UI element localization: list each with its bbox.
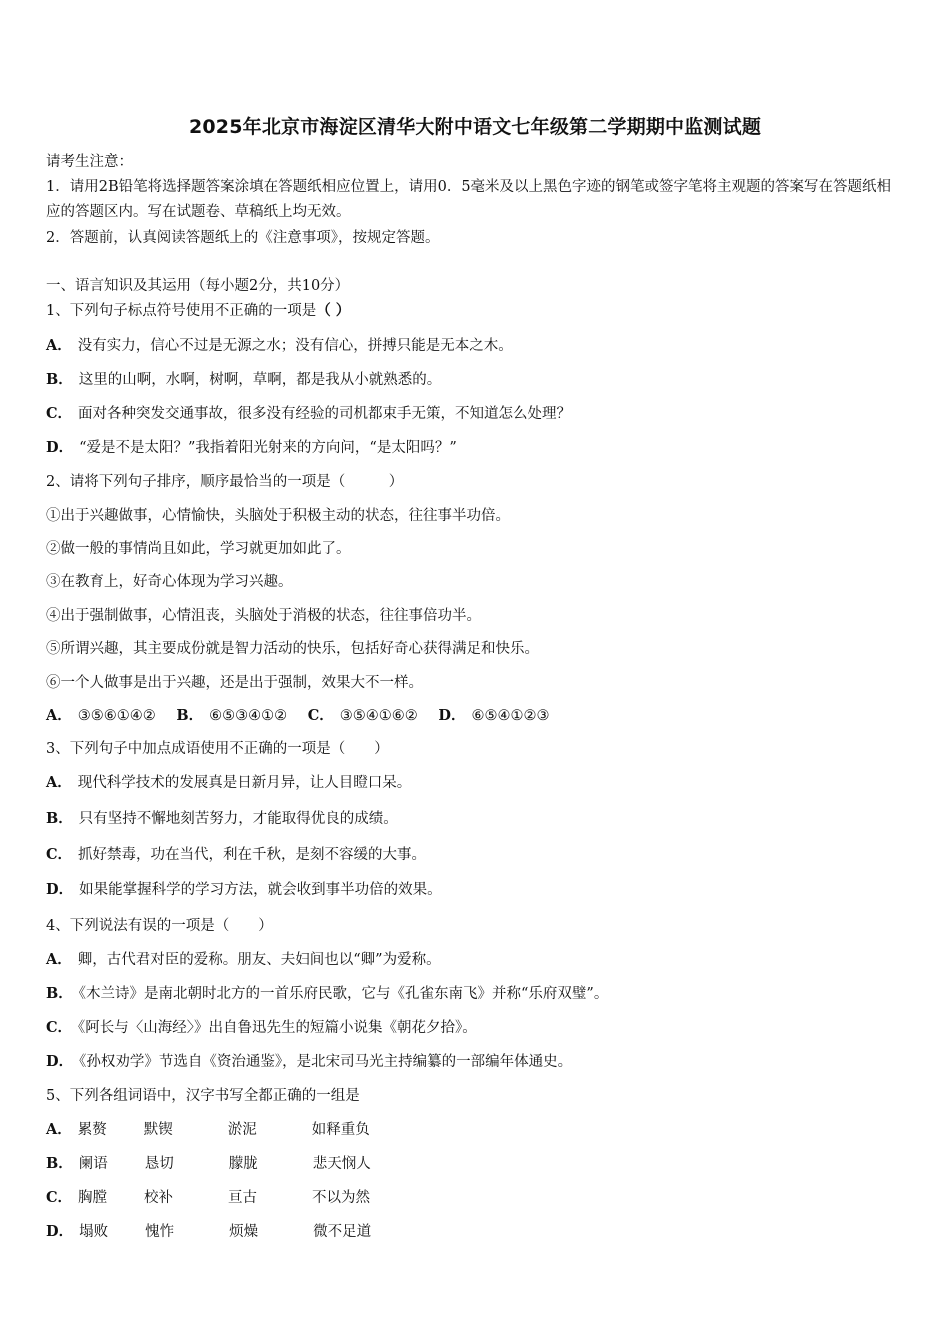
option-label: A． (46, 337, 72, 354)
option-text: ⑥⑤④①②③ (471, 708, 550, 724)
option-label: A． (46, 707, 72, 724)
q2-sentence-3: ③在教育上，好奇心体现为学习兴趣。 (46, 574, 293, 590)
q5-option-d (46, 1222, 371, 1242)
option-label: B． (46, 985, 73, 1002)
q1-option-d (46, 438, 457, 458)
q4-option-b (46, 984, 608, 1004)
exam-title: 2025年北京市海淀区清华大附中语文七年级第二学期期中监测试题 (188, 116, 762, 138)
option-label: D． (46, 439, 74, 456)
q2-options (46, 706, 549, 726)
option-label: C． (46, 405, 73, 422)
option-text: 《木兰诗》是南北朝时北方的一首乐府民歌，它与《孔雀东南飞》并称“乐府双璧”。 (78, 986, 609, 1002)
option-text: 没有实力，信心不过是无源之水；没有信心，拼搏只能是无本之木。 (77, 338, 513, 354)
q5-option-b (46, 1154, 371, 1174)
word: 亘古 (228, 1190, 258, 1206)
option-text: 只有坚持不懈地刻苦努力，才能取得优良的成绩。 (78, 811, 398, 827)
option-text: 这里的山啊，水啊，树啊，草啊，都是我从小就熟悉的。 (78, 372, 442, 388)
option-label: C． (46, 1019, 73, 1036)
q3-option-b (46, 809, 398, 829)
q5-stem: 5、下列各组词语中，汉字书写全都正确的一组是 (46, 1088, 360, 1104)
q3-option-d (46, 880, 442, 900)
word: 恳切 (144, 1156, 174, 1172)
q1-option-c (46, 404, 571, 424)
word: 悲天悯人 (312, 1156, 371, 1172)
q1-stem-text: 1、下列句子标点符号使用不正确的一项是 (46, 303, 317, 319)
option-label: D． (46, 1053, 74, 1070)
option-text: ③⑤④①⑥② (339, 708, 418, 724)
q5-option-a (46, 1120, 370, 1140)
q2-sentence-5: ⑤所谓兴趣，其主要成份就是智力活动的快乐，包括好奇心获得满足和快乐。 (46, 641, 539, 657)
option-text: 《阿长与〈山海经〉》出自鲁迅先生的短篇小说集《朝花夕拾》。 (78, 1020, 477, 1036)
option-label: C． (46, 1189, 73, 1206)
word: 微不足道 (313, 1224, 372, 1240)
word: 烦燥 (229, 1224, 259, 1240)
option-text: 如果能掌握科学的学习方法，就会收到事半功倍的效果。 (79, 882, 442, 898)
q2-sentence-2: ②做一般的事情尚且如此，学习就更加如此了。 (46, 541, 351, 557)
q4-option-d (46, 1052, 572, 1072)
option-text: 面对各种突发交通事故，很多没有经验的司机都束手无策，不知道怎么处理？ (78, 406, 572, 422)
option-text: 现代科学技术的发展真是日新月异，让人目瞪口呆。 (77, 775, 412, 791)
notice-item-1: 1．请用2B铅笔将选择题答案涂填在答题纸相应位置上，请用0．5毫米及以上黑色字迹的钢笔或签字笔将主观题的答案写在答题纸相应的答题区内。写在试题卷、草稿纸上均无效。 (46, 179, 892, 220)
q3-stem: 3、下列句子中加点成语使用不正确的一项是（ ） (46, 741, 389, 757)
option-label: A． (46, 951, 72, 968)
section-heading: 一、语言知识及其运用（每小题2分，共10分） (46, 278, 350, 294)
q1-option-b (46, 370, 441, 390)
word: 校补 (144, 1190, 174, 1206)
q3-option-c (46, 845, 426, 865)
option-text: 抓好禁毒，功在当代，利在千秋，是刻不容缓的大事。 (78, 847, 427, 863)
q2-sentence-4: ④出于强制做事，心情沮丧，头脑处于消极的状态，往往事倍功半。 (46, 608, 481, 624)
option-text: ③⑤⑥①④② (77, 708, 156, 724)
option-label: C． (307, 707, 334, 724)
q2-sentence-6: ⑥一个人做事是出于兴趣，还是出于强制，效果大不一样。 (46, 675, 423, 691)
word: 如释重负 (311, 1122, 370, 1138)
word: 朦胧 (228, 1156, 258, 1172)
option-label: C． (46, 846, 73, 863)
q1-option-a (46, 336, 513, 356)
word: 阑语 (78, 1156, 108, 1172)
option-text: “爱是不是太阳？”我指着阳光射来的方向问，“是太阳吗？” (79, 440, 457, 456)
q2-sentence-1: ①出于兴趣做事，心情愉快，头脑处于积极主动的状态，往往事半功倍。 (46, 508, 510, 524)
option-label: D． (46, 881, 74, 898)
option-label: D． (46, 1223, 74, 1240)
q4-option-c (46, 1018, 477, 1038)
q4-stem: 4、下列说法有误的一项是（ ） (46, 918, 273, 934)
word: 默锲 (143, 1122, 173, 1138)
option-text: ⑥⑤③④①② (209, 708, 288, 724)
q5-option-c (46, 1188, 370, 1208)
q3-option-a (46, 773, 411, 793)
q1-paren: （ ） (316, 302, 351, 319)
option-label: A． (46, 774, 72, 791)
word: 不以为然 (312, 1190, 371, 1206)
word: 胸膛 (78, 1190, 108, 1206)
option-label: D． (438, 707, 466, 724)
q2-stem: 2、请将下列句子排序，顺序最恰当的一项是（ ） (46, 474, 404, 490)
option-label: B． (176, 707, 204, 724)
q4-option-a (46, 950, 441, 970)
q1-stem (46, 301, 350, 321)
notice-item-2: 2．答题前，认真阅读答题纸上的《注意事项》，按规定答题。 (46, 230, 440, 246)
word: 累赘 (77, 1122, 107, 1138)
option-label: B． (46, 810, 73, 827)
word: 愧怍 (145, 1224, 175, 1240)
option-label: A． (46, 1121, 72, 1138)
option-label: B． (46, 1155, 73, 1172)
word: 淤泥 (227, 1122, 257, 1138)
option-text: 《孙权劝学》节选自《资治通鉴》，是北宋司马光主持编纂的一部编年体通史。 (79, 1054, 573, 1070)
notice-heading: 请考生注意： (46, 154, 133, 170)
word: 塌败 (79, 1224, 109, 1240)
option-label: B． (46, 371, 73, 388)
option-text: 卿，古代君对臣的爱称。朋友、夫妇间也以“卿”为爱称。 (77, 952, 441, 968)
